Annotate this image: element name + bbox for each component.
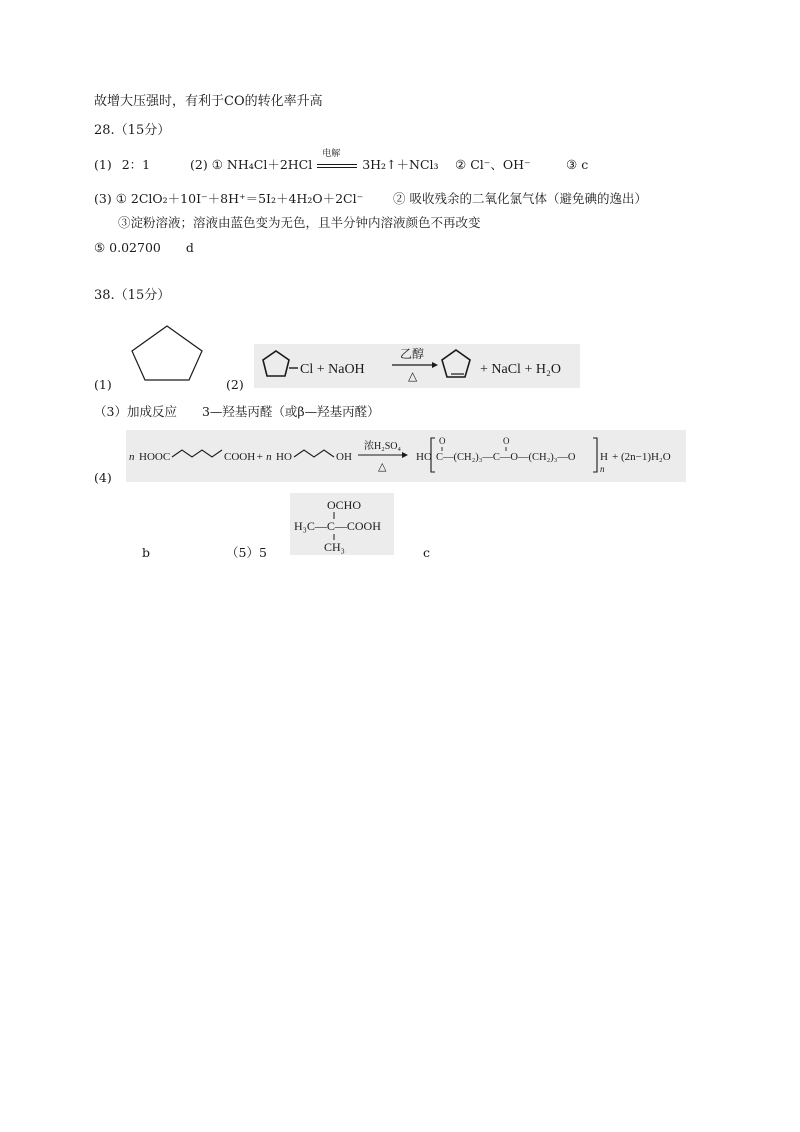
q38-b-answer: b [142, 545, 151, 560]
q28-3-circle1: ① [115, 191, 127, 206]
reaction4-oxygen-1: O [439, 436, 446, 446]
q38-2-label: (2) [226, 377, 244, 392]
q28-2-part3 [566, 157, 588, 173]
right-bracket-icon [593, 438, 597, 472]
q28-2-circle2: ② [455, 157, 467, 172]
reaction4-condition-top: 浓H₂SO₄ [364, 441, 401, 452]
reaction4-subscript-n: n [600, 464, 605, 474]
q38-5-line: （5）5 [226, 545, 267, 560]
electrolysis-label: 电解 [322, 149, 341, 159]
q28-5-line: ⑤ 0.02700 d [94, 240, 194, 255]
q28-3-part2 [393, 191, 647, 207]
q38-1-label: (1) [94, 377, 112, 392]
q28-2-ions: Cl⁻、OH⁻ [470, 157, 531, 172]
equals-sign-icon [317, 164, 357, 168]
structure5-top: OCHO [327, 498, 362, 512]
reaction4-condition-bottom: △ [378, 461, 387, 473]
q28-2-reactants: NH₄Cl＋2HCl [226, 157, 313, 172]
reaction2-left: Cl + NaOH [300, 362, 365, 377]
q28-3-answer2: 吸收残余的二氧化氯气体（避免碘的逸出） [409, 191, 648, 206]
reaction4-oh: OH [336, 451, 352, 463]
reaction4-product-start: HO [416, 451, 432, 463]
structure5-middle: H₃C—C—COOH [294, 519, 381, 533]
q28-3-line [94, 191, 363, 207]
q28-2-circle1: ① [211, 157, 223, 172]
reaction4-h: H [600, 451, 608, 463]
q38-3-line: （3）加成反应 3—羟基丙醛（或β—羟基丙醛） [94, 404, 380, 419]
q28-2-products: 3H₂↑＋NCl₃ [362, 157, 439, 172]
structure-5-scan [290, 493, 394, 555]
reaction4-ho: HO [276, 451, 292, 463]
q38-4-label: (4) [94, 470, 112, 485]
q28-3-circle2: ② [393, 191, 406, 206]
q38-header: 38.（15分） [94, 288, 171, 303]
q28-line-1-2 [94, 157, 150, 173]
cyclopentene-ring-icon [442, 350, 470, 377]
q28-3-equation: 2ClO₂＋10I⁻＋8H⁺＝5I₂＋4H₂O＋2Cl⁻ [130, 191, 364, 206]
reaction4-n1: n [129, 451, 135, 463]
reaction-4-scan [126, 430, 686, 482]
reaction4-product-mid: C—(CH₂)₃—C—O—(CH₂)₃—O [436, 452, 576, 463]
reaction4-oxygen-2: O [503, 436, 510, 446]
q28-3-line3: ③淀粉溶液；溶液由蓝色变为无色，且半分钟内溶液颜色不再改变 [118, 215, 481, 230]
reaction-2-scan [254, 344, 580, 388]
q28-1-answer: 2：1 [121, 157, 151, 172]
reaction4-plus-n: + n [256, 451, 272, 463]
q28-2-part2 [455, 157, 531, 173]
q28-3-label: (3) [94, 191, 112, 206]
q28-header: 28.（15分） [94, 123, 171, 138]
q28-2-answer3: c [581, 157, 589, 172]
q38-c-answer: c [423, 545, 431, 560]
q28-2-circle3: ③ [566, 157, 578, 172]
structure5-bottom: CH₃ [324, 540, 345, 554]
intro-line: 故增大压强时，有利于CO的转化率升高 [94, 94, 323, 109]
reaction4-acid-right: COOH [224, 451, 256, 463]
cyclopentyl-ring-icon [263, 351, 289, 376]
zigzag-chain-icon [172, 450, 222, 457]
q28-2-block [190, 149, 439, 173]
reaction4-acid-left: HOOC [139, 451, 171, 463]
reaction2-right: + NaCl + H₂O [480, 362, 561, 377]
q28-1-label: (1) [94, 157, 112, 172]
cyclopentane-structure [126, 322, 208, 384]
electrolysis-arrow [316, 149, 358, 173]
reaction4-water: + (2n−1)H₂O [612, 451, 671, 463]
zigzag-diol-icon [294, 450, 334, 457]
reaction2-condition-bottom: △ [408, 369, 418, 383]
q28-2-label: (2) [190, 157, 208, 172]
reaction2-condition-top: 乙醇 [400, 347, 425, 361]
